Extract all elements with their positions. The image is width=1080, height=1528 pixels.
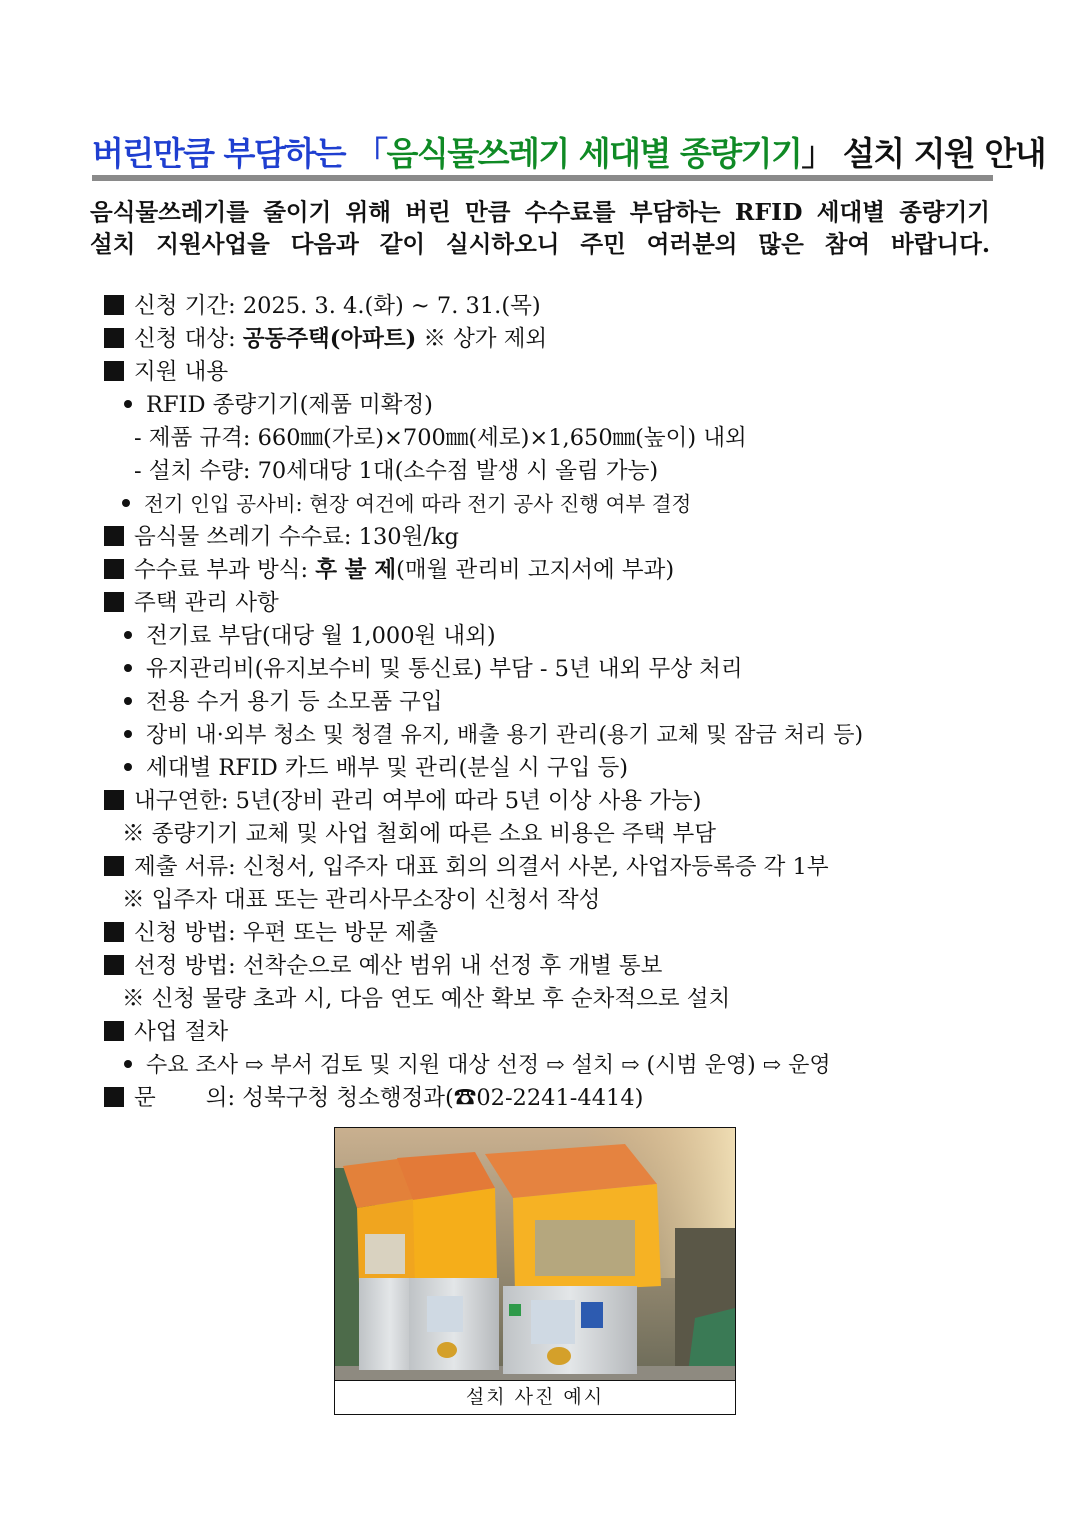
round-bullet-icon xyxy=(122,499,130,507)
intro-paragraph xyxy=(90,196,990,260)
round-bullet-icon xyxy=(124,400,132,408)
item-rfid: RFID 종량기기(제품 미확정) xyxy=(124,389,433,422)
square-bullet-icon xyxy=(104,955,124,975)
square-bullet-icon xyxy=(104,295,124,315)
title-prefix: 버린만큼 부담하는 「 xyxy=(92,134,387,173)
item-spec: - 제품 규격: 660㎜(가로)×700㎜(세로)×1,650㎜(높이) 내외 xyxy=(134,425,747,451)
square-bullet-icon xyxy=(104,922,124,942)
round-bullet-icon xyxy=(124,631,132,639)
item-housing-3: 전용 수거 용기 등 소모품 구입 xyxy=(124,686,443,719)
round-bullet-icon xyxy=(124,1060,132,1068)
item-target: 신청 대상: 공동주택(아파트) ※ 상가 제외 xyxy=(104,323,547,356)
item-fee: 음식물 쓰레기 수수료: 130원/kg xyxy=(104,521,459,554)
install-photo xyxy=(335,1128,735,1381)
item-life: 내구연한: 5년(장비 관리 여부에 따라 5년 이상 사용 가능) xyxy=(104,785,701,818)
item-select-note: ※ 신청 물량 초과 시, 다음 연도 예산 확보 후 순차적으로 설치 xyxy=(122,986,731,1012)
item-process: 사업 절차 xyxy=(104,1016,228,1049)
rfid-bins-illustration xyxy=(335,1128,735,1380)
item-life-note: ※ 종량기기 교체 및 사업 철회에 따른 소요 비용은 주택 부담 xyxy=(122,821,716,847)
item-support: 지원 내용 xyxy=(104,356,228,389)
square-bullet-icon xyxy=(104,1021,124,1041)
item-housing-5: 세대별 RFID 카드 배부 및 관리(분실 시 구입 등) xyxy=(124,752,628,785)
intro-line-2: 설치 지원사업을 다음과 같이 실시하오니 주민 여러분의 많은 참여 바랍니다. xyxy=(90,230,990,258)
install-photo-frame xyxy=(334,1127,736,1415)
page-title xyxy=(92,128,1046,175)
photo-caption: 설치 사진 예시 xyxy=(465,1386,605,1408)
round-bullet-icon xyxy=(124,763,132,771)
item-select: 선정 방법: 선착순으로 예산 범위 내 선정 후 개별 통보 xyxy=(104,950,662,983)
title-suffix: 」 설치 지원 안내 xyxy=(801,134,1046,173)
square-bullet-icon xyxy=(104,790,124,810)
item-apply: 신청 방법: 우편 또는 방문 제출 xyxy=(104,917,438,950)
round-bullet-icon xyxy=(124,664,132,672)
title-divider xyxy=(92,175,993,181)
item-elec: 전기 인입 공사비: 현장 여건에 따라 전기 공사 진행 여부 결정 xyxy=(122,488,691,521)
item-qty: - 설치 수량: 70세대당 1대(소수점 발생 시 올림 가능) xyxy=(134,458,659,484)
square-bullet-icon xyxy=(104,1087,124,1107)
item-housing: 주택 관리 사항 xyxy=(104,587,279,620)
square-bullet-icon xyxy=(104,559,124,579)
intro-line-1: 음식물쓰레기를 줄이기 위해 버린 만큼 수수료를 부담하는 RFID 세대별 종량기기 xyxy=(90,198,990,226)
square-bullet-icon xyxy=(104,526,124,546)
item-housing-2: 유지관리비(유지보수비 및 통신료) 부담 - 5년 내외 무상 처리 xyxy=(124,653,743,686)
round-bullet-icon xyxy=(124,697,132,705)
title-highlight: 음식물쓰레기 세대별 종량기기 xyxy=(386,134,802,173)
item-period: 신청 기간: 2025. 3. 4.(화) ~ 7. 31.(목) xyxy=(104,290,541,323)
item-docs-note: ※ 입주자 대표 또는 관리사무소장이 신청서 작성 xyxy=(122,887,601,913)
item-housing-4: 장비 내·외부 청소 및 청결 유지, 배출 용기 관리(용기 교체 및 잠금 처리 등) xyxy=(124,719,863,752)
square-bullet-icon xyxy=(104,328,124,348)
item-method: 수수료 부과 방식: 후 불 제(매월 관리비 고지서에 부과) xyxy=(104,554,674,587)
item-process-steps: 수요 조사 ⇨ 부서 검토 및 지원 대상 선정 ⇨ 설치 ⇨ (시범 운영) ⇨ 운영 xyxy=(124,1049,831,1082)
square-bullet-icon xyxy=(104,856,124,876)
item-contact: 문 의: 성북구청 청소행정과(☎02-2241-4414) xyxy=(104,1082,643,1115)
item-docs: 제출 서류: 신청서, 입주자 대표 회의 의결서 사본, 사업자등록증 각 1부 xyxy=(104,851,829,884)
square-bullet-icon xyxy=(104,592,124,612)
item-housing-1: 전기료 부담(대당 월 1,000원 내외) xyxy=(124,620,496,653)
square-bullet-icon xyxy=(104,361,124,381)
round-bullet-icon xyxy=(124,730,132,738)
